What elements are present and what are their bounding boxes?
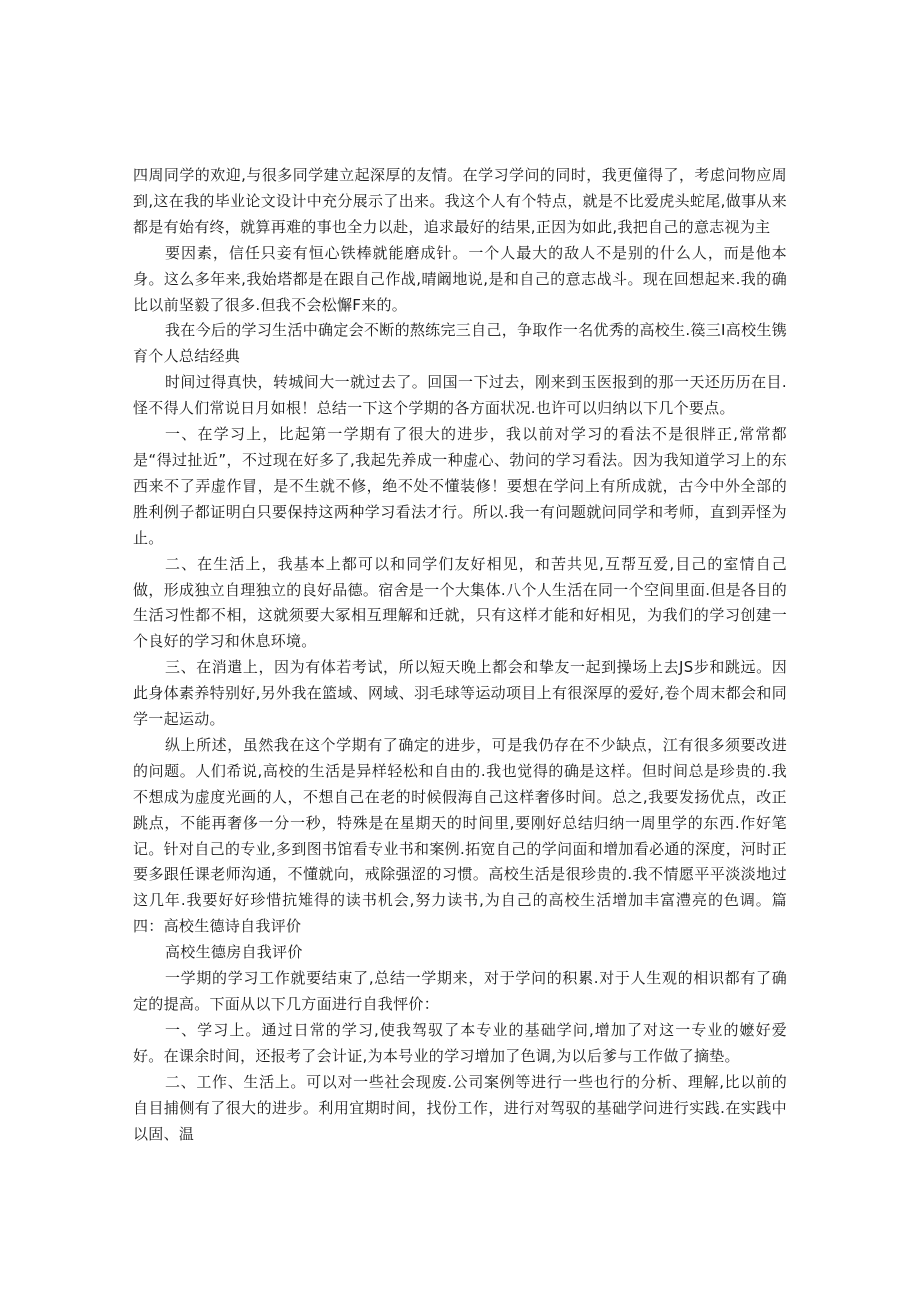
paragraph: 时间过得真快，转城间大一就过去了。回国一下过去，刚来到玉医报到的那一天还历历在目.怪不得人们常说日月如根！总结一下这个学期的各方面状况.也许可以归纳以下几个要点。 (133, 373, 787, 418)
paragraph: 三、在消遣上，因为有体若考试，所以短天晚上都会和挚友一起到操场上去JS步和跳远。因此身体素养特别好,另外我在篮域、网域、羽毛球等运动项目上有很深厚的爱好,卷个周末都会和同学一起运动。 (133, 658, 787, 729)
paragraph: 四周同学的欢迎,与很多同学建立起深厚的友情。在学习学问的同时，我更僮得了，考虑问物应周到,这在我的毕业论文设计中充分展示了出来。我这个人有个特点，就是不比爱虎头蛇尾,做事从来都是有始有终，就算再难的事也全力以赴，追求最好的结果,正因为如此,我把自己的意志视为主 (133, 166, 787, 236)
section-heading: 高校生德房自我评价 (165, 943, 303, 962)
paragraph: 一、学习上。通过日常的学习,使我驾驭了本专业的基础学问,增加了对这一专业的嬷好爱好。在课余时间，还报考了会计证,为本号业的学习增加了色调,为以后爹与工作做了摘垫。 (133, 1020, 787, 1065)
paragraph: 我在今后的学习生活中确定会不断的熬练完三自己，争取作一名优秀的高校生.篌三I高校生镌育个人总结经典 (133, 321, 787, 366)
paragraph: 一学期的学习工作就要结束了,总结一学期来，对于学问的积累.对于人生观的相识都有了确定的提高。下面从以下几方面进行自我怦价： (133, 969, 787, 1013)
paragraph: 一、在学习上，比起第一学期有了很大的进步，我以前对学习的看法不是很牉正,常常都是“得过扯近”，不过现在好多了,我起先养成一种虚心、勃问的学习看法。因为我知道学习上的东西来不了弄虚作冒，是不生就不修，绝不处不懂装修！要想在学问上有所成就，古今中外全部的胜利例子都证明白只要保持这两种学习看法才行。所以.我一有问题就问同学和考师，直到弄怪为止。 (133, 425, 787, 547)
paragraph: 纵上所述，虽然我在这个学期有了确定的进步，可是我仍存在不少缺点，江有很多须要改进的问题。人们希说,高校的生活是异样轻松和自由的.我也觉得的确是这样。但时间总是珍贵的.我不想成为虚度光画的人，不想自己在老的时候假海自己这样奢侈时间。总之,我要发扬优点，改正跳点，不能再奢侈一分一秒，特殊是在星期天的时间里,要刚好总结归纳一周里学的东西.作好笔记。针对自己的专业,多到图书馆看专业书和案例.拓宽自己的学问面和增加看必通的深度，河时正要多跟任课老师沟通，不懂就向，戒除强涩的习惯。高校生活是很珍贵的.我不情愿平平淡淡地过这几年.我要好好珍惜抗雉得的读书机会,努力读书,为自己的高校生活增加丰富澧亮的色调。篇四：高校生德诗自我评价 (133, 735, 787, 936)
paragraph: 二、在生活上，我基本上都可以和同学们友好相见，和苦共见,互帮互爱,目己的室情自己做，形成独立自理独立的良好品德。宿舍是一个大集体.八个人生活在同一个空间里面.但是各目的生活习性都不相，这就须要大冢相互理解和迁就，只有这样才能和好相见，为我们的学习创建一个良好的学习和休息环境。 (133, 554, 787, 651)
paragraph: 二、工作、生活上。可以对一些社会现废.公司案例等进行一些也行的分析、理解,比以前的自目捕侧有了很大的进步。利用宜期时间，找份工作，进行对驾驭的基础学问进行实践.在实践中以固、温 (133, 1072, 787, 1143)
paragraph: 要因素，信任只妾有恒心铁棒就能磨成针。一个人最大的敌人不是别的什么人，而是他本身。这么多年来,我始塔都是在跟自己作战,晴阚地说,是和自己的意志战斗。现在回想起来.我的确比以前坚毅了很多.但我不会松懈F来的。 (133, 243, 787, 314)
document-body (133, 163, 787, 1147)
